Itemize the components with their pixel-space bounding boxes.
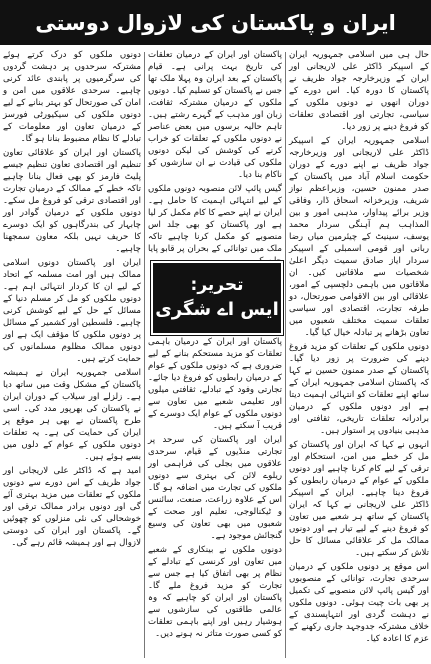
paragraph: پاکستان اور ایران کے درمیان تعلقات کی تاریخ بہت پرانی ہے۔ قیام پاکستان کے بعد ایران وہ پہلا ملک تھا جس نے پاکستان کو تسلیم کیا۔ دونوں ملکوں کے درمیان مشترکہ ثقافت، زبان اور مذہب کے گہرے رشتے ہیں۔ تاہم حالیہ برسوں میں بعض عناصر نے دونوں ملکوں کے تعلقات کو خراب کرنے کی کوشش کی لیکن دونوں ملکوں کی قیادت نے ان سازشوں کو ناکام بنا دیا۔ xyxy=(148,50,282,180)
paragraph: پاکستان اور ایران کو علاقائی تعاون تنظیم اور اقتصادی تعاون تنظیم جیسے پلیٹ فارمز کو بھی فعال بنانا چاہیے تاکہ خطے کے ممالک کے درمیان تجارت اور اقتصادی ترقی کو فروغ مل سکے۔ دونوں ملکوں کے درمیان گوادر اور چابہار کی بندرگاہوں کو ایک دوسرے کا حریف نہیں بلکہ معاون سمجھنا چاہیے۔ xyxy=(3,148,141,254)
article-column-left xyxy=(3,49,141,661)
article-column-middle xyxy=(148,49,282,661)
column-divider xyxy=(285,52,286,658)
middle-column-bottom xyxy=(148,336,282,661)
headline: ایران و پاکستان کی لازوال دوستی xyxy=(0,0,431,45)
paragraph: امید ہے کہ ڈاکٹر علی لاریجانی اور جواد ظریف کے اس دورے سے دونوں ملکوں کے تعلقات میں مزید بہتری آئے گی اور دونوں برادر ممالک ترقی اور خوشحالی کی نئی منزلوں کو چھوئیں گے۔ پاکستان اور ایران کی دوستی لازوال ہے اور ہمیشہ قائم رہے گی۔ xyxy=(3,466,141,548)
article-column-right xyxy=(289,49,429,661)
paragraph: دونوں ملکوں کے تعلقات کو مزید فروغ دینے کی ضرورت پر زور دیا گیا۔ پاکستان کے صدر ممنون حسین نے کہا کہ پاکستان اسلامی جمہوریہ ایران کے ساتھ اپنے تعلقات کو انتہائی اہمیت دیتا ہے اور دونوں ملکوں کے درمیان برادرانہ تعلقات تاریخی، ثقافتی اور مذہبی بنیادوں پر استوار ہیں۔ xyxy=(289,342,429,436)
paragraph: حال ہی میں اسلامی جمہوریہ ایران کے اسپیکر ڈاکٹر علی لاریجانی اور ایران کے وزیرخارجہ جواد ظریف نے پاکستان کا دورہ کیا۔ اس دورے کے دوران انھوں نے دونوں ملکوں کے سیاسی، تجارتی اور اقتصادی تعلقات کو فروغ دینے پر زور دیا۔ xyxy=(289,50,429,132)
paragraph: ایران اور پاکستان دونوں اسلامی ممالک ہیں اور امت مسلمہ کے اتحاد کے لیے ان کا کردار انتہائی اہم ہے۔ دونوں ملکوں کو مل کر مسلم دنیا کے مسائل کے حل کے لیے کوشش کرنی چاہیے۔ فلسطین اور کشمیر کے مسائل پر دونوں ملکوں کا مؤقف ایک ہے اور دونوں ممالک مظلوم مسلمانوں کی حمایت کرتے ہیں۔ xyxy=(3,258,141,364)
byline-author: ایس اے شگری xyxy=(155,299,279,320)
paragraph: اسلامی جمہوریہ ایران کے اسپیکر ڈاکٹر علی لاریجانی اور وزیرخارجہ جواد ظریف نے اپنے دورے کے دوران حکومت اسلام آباد میں پاکستان کے صدر ممنون حسین، وزیراعظم نواز شریف، وزیرخزانہ اسحاق ڈار، وفاقی وزیر برائے پیداوار، مذہبی امور و بین المذاہب ہم آہنگی سردار محمد یوسف، سینیٹ کے چیئرمین میاں رضا ربانی اور قومی اسمبلی کے اسپیکر سردار ایاز صادق سمیت دیگر اعلیٰ شخصیات سے ملاقاتیں کیں۔ ان ملاقاتوں میں باہمی دلچسپی کے امور، علاقائی اور بین الاقوامی صورتحال، دو طرفہ تجارت، اقتصادی اور سیاسی تعلقات سمیت مختلف شعبوں میں تعاون بڑھانے پر تبادلہ خیال کیا گیا۔ xyxy=(289,136,429,338)
paragraph: دونوں ملکوں نے بینکاری کے شعبے میں تعاون اور کرنسی کے تبادلے کے نظام پر بھی اتفاق کیا ہے جس سے تجارت کو مزید فروغ ملے گا۔ پاکستان اور ایران کو چاہیے کہ وہ عالمی طاقتوں کی سازشوں سے ہوشیار رہیں اور اپنے باہمی تعلقات کو کسی صورت متاثر نہ ہونے دیں۔ xyxy=(148,545,282,639)
column-divider xyxy=(144,52,145,658)
paragraph: پاکستان اور ایران کے درمیان باہمی تعلقات کو مزید مستحکم بنانے کے لیے ضروری ہے کہ دونوں ملکوں کے عوام کے درمیان رابطوں کو فروغ دیا جائے۔ تجارتی وفود کے تبادلے، ثقافتی میلوں اور تعلیمی شعبے میں تعاون سے دونوں ملکوں کے عوام ایک دوسرے کے قریب آ سکتے ہیں۔ xyxy=(148,337,282,431)
author-byline-box xyxy=(151,261,283,335)
paragraph: اسلامی جمہوریہ ایران نے ہمیشہ پاکستان کے مشکل وقت میں ساتھ دیا ہے۔ زلزلے اور سیلاب کے دوران ایران نے پاکستان کی بھرپور مدد کی۔ اسی طرح پاکستان نے بھی ہر موقع پر ایران کی حمایت کی ہے۔ یہ تعلقات دونوں ملکوں کے عوام کے دلوں میں بسے ہوئے ہیں۔ xyxy=(3,368,141,462)
middle-column-top xyxy=(148,49,282,254)
paragraph: ایران اور پاکستان کی سرحد پر تجارتی منڈیوں کے قیام، سرحدی علاقوں میں بجلی کی فراہمی اور ریلوے لائن کی بہتری سے دونوں ملکوں کی تجارت میں اضافہ ہو گا۔ اس کے علاوہ زراعت، صنعت، سائنس و ٹیکنالوجی، تعلیم اور صحت کے شعبوں میں بھی تعاون کی وسیع گنجائش موجود ہے۔ xyxy=(148,435,282,541)
paragraph: انہوں نے کہا کہ ایران اور پاکستان کو مل کر خطے میں امن، استحکام اور ترقی کے لیے کام کرنا چاہیے اور دونوں ملکوں کے عوام کے درمیان رابطوں کو فروغ دینا چاہیے۔ ایران کے اسپیکر ڈاکٹر علی لاریجانی نے کہا کہ ایران پاکستان کے ساتھ ہر شعبے میں تعاون کو فروغ دینے کے لیے تیار ہے اور دونوں ممالک مل کر علاقائی مسائل کا حل تلاش کر سکتے ہیں۔ xyxy=(289,440,429,558)
paragraph: اس موقع پر دونوں ملکوں کے درمیان سرحدی تجارت، توانائی کے منصوبوں اور گیس پائپ لائن منصوبے کی تکمیل پر بھی بات چیت ہوئی۔ دونوں ملکوں نے دہشت گردی اور انتہاپسندی کے خلاف مشترکہ جدوجہد جاری رکھنے کے عزم کا اعادہ کیا۔ xyxy=(289,562,429,644)
paragraph: دونوں ملکوں کو درک کرتے ہوئے مشترکہ سرحدوں پر دہشت گردوں کی سرگرمیوں پر پابندی عائد کرنی چاہیے۔ سرحدی علاقوں میں امن و امان کی صورتحال کو بہتر بنانے کے لیے دونوں ملکوں کی سیکیورٹی فورسز کے درمیان تعاون اور معلومات کے تبادلے کا نظام مضبوط بنانا ہو گا۔ xyxy=(3,50,141,144)
paragraph: گیس پائپ لائن منصوبہ دونوں ملکوں کے لیے انتہائی اہمیت کا حامل ہے۔ ایران نے اپنے حصے کا کام مکمل کر لیا ہے اور پاکستان کو بھی جلد اس منصوبے کو مکمل کرنا چاہیے تاکہ ملک میں توانائی کے بحران پر قابو پایا xyxy=(148,184,282,254)
byline-label: تحریر: xyxy=(190,275,244,295)
